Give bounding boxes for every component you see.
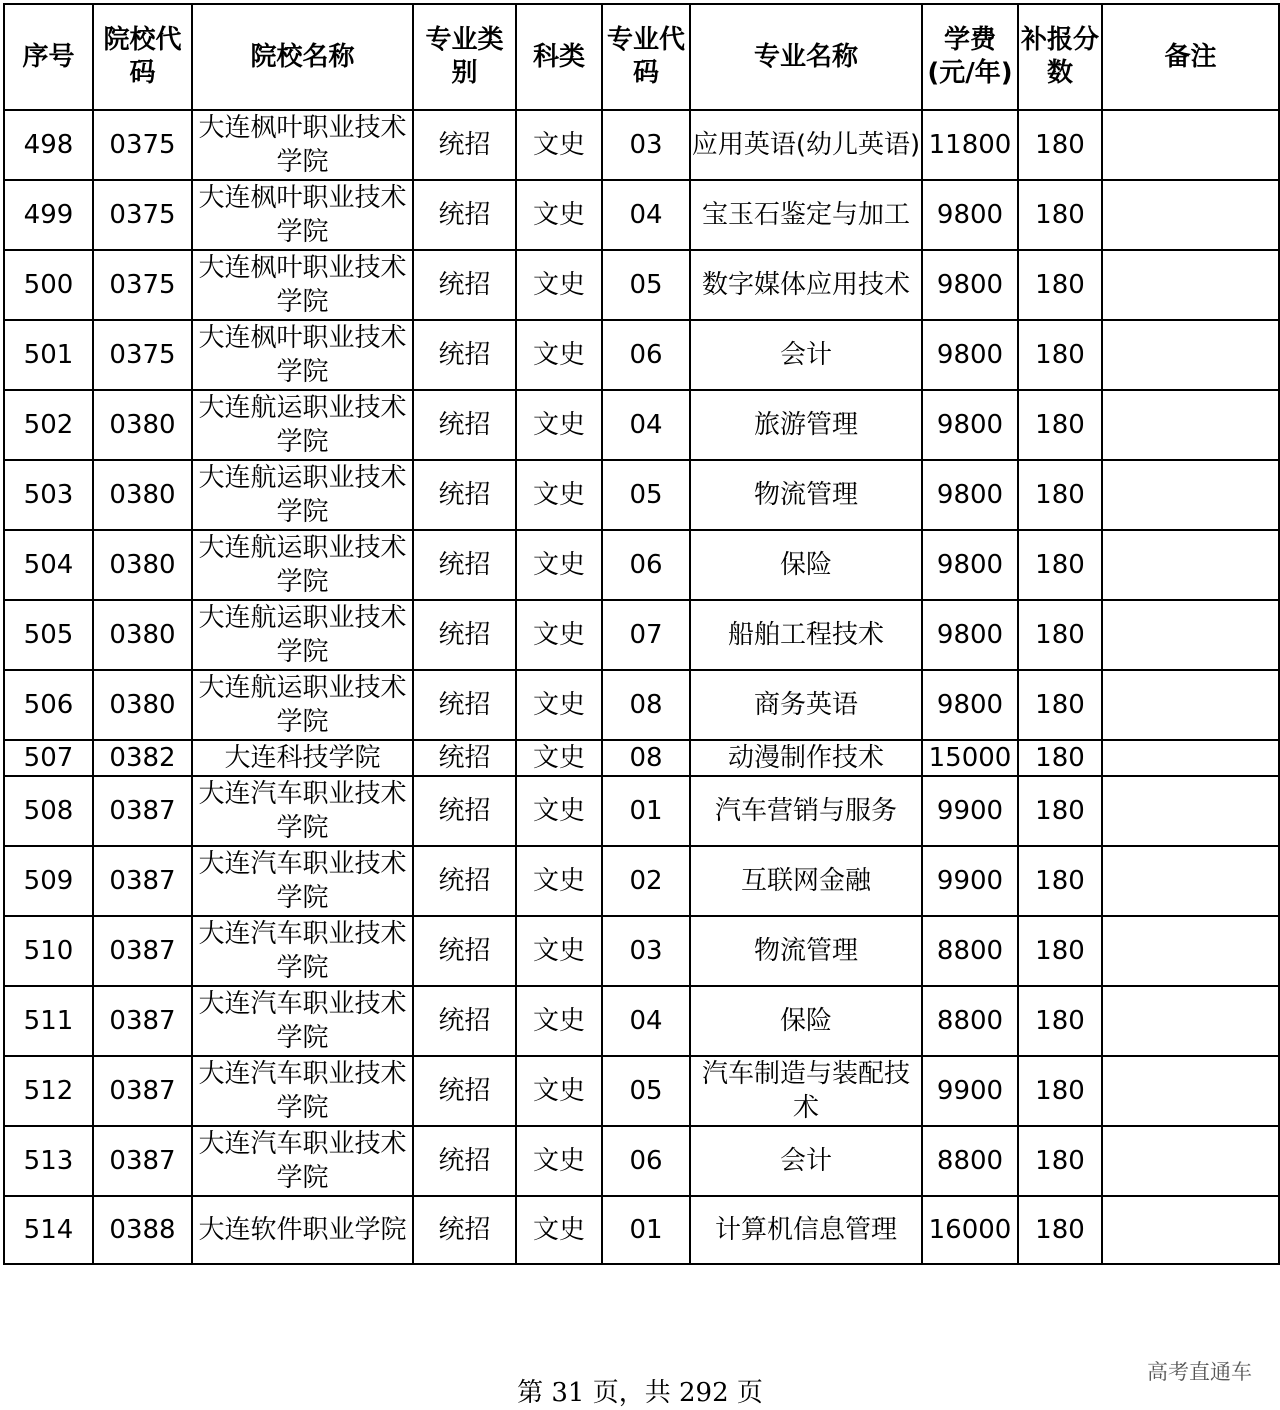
cell-major-name: 计算机信息管理 — [690, 1196, 922, 1264]
cell-seq: 508 — [4, 776, 93, 846]
cell-tuition: 9800 — [922, 530, 1018, 600]
cell-major-type: 统招 — [413, 110, 516, 180]
cell-remarks — [1102, 390, 1279, 460]
cell-major-code: 06 — [602, 1126, 690, 1196]
cell-seq: 513 — [4, 1126, 93, 1196]
cell-remarks — [1102, 460, 1279, 530]
cell-major-name: 船舶工程技术 — [690, 600, 922, 670]
cell-tuition: 11800 — [922, 110, 1018, 180]
cell-school-name: 大连航运职业技术学院 — [192, 670, 413, 740]
cell-school-code: 0387 — [93, 776, 192, 846]
cell-major-name: 商务英语 — [690, 670, 922, 740]
cell-subject: 文史 — [516, 110, 602, 180]
cell-seq: 504 — [4, 530, 93, 600]
cell-subject: 文史 — [516, 776, 602, 846]
cell-score: 180 — [1018, 846, 1102, 916]
cell-school-code: 0387 — [93, 1126, 192, 1196]
cell-major-name: 会计 — [690, 1126, 922, 1196]
cell-seq: 501 — [4, 320, 93, 390]
header-row — [4, 4, 1279, 110]
header-score: 补报分数 — [1018, 4, 1102, 110]
cell-remarks — [1102, 740, 1279, 776]
cell-major-type: 统招 — [413, 916, 516, 986]
cell-seq: 502 — [4, 390, 93, 460]
cell-school-code: 0387 — [93, 986, 192, 1056]
cell-school-name: 大连航运职业技术学院 — [192, 530, 413, 600]
cell-major-type: 统招 — [413, 1126, 516, 1196]
cell-subject: 文史 — [516, 320, 602, 390]
header-subject: 科类 — [516, 4, 602, 110]
header-remarks: 备注 — [1102, 4, 1279, 110]
cell-school-code: 0387 — [93, 916, 192, 986]
cell-seq: 505 — [4, 600, 93, 670]
cell-school-code: 0387 — [93, 1056, 192, 1126]
cell-subject: 文史 — [516, 460, 602, 530]
cell-major-code: 04 — [602, 986, 690, 1056]
cell-school-code: 0375 — [93, 250, 192, 320]
cell-major-type: 统招 — [413, 846, 516, 916]
cell-major-type: 统招 — [413, 320, 516, 390]
cell-seq: 509 — [4, 846, 93, 916]
cell-remarks — [1102, 916, 1279, 986]
cell-school-name: 大连枫叶职业技术学院 — [192, 250, 413, 320]
cell-major-type: 统招 — [413, 180, 516, 250]
cell-remarks — [1102, 600, 1279, 670]
cell-major-name: 保险 — [690, 986, 922, 1056]
cell-major-type: 统招 — [413, 740, 516, 776]
cell-major-code: 04 — [602, 390, 690, 460]
cell-tuition: 8800 — [922, 916, 1018, 986]
table-row — [4, 916, 1279, 986]
cell-major-code: 05 — [602, 1056, 690, 1126]
cell-tuition: 9800 — [922, 460, 1018, 530]
table-row — [4, 250, 1279, 320]
table-row — [4, 110, 1279, 180]
cell-seq: 510 — [4, 916, 93, 986]
cell-seq: 512 — [4, 1056, 93, 1126]
page-footer: 第 31 页，共 292 页 — [517, 1378, 763, 1408]
cell-school-code: 0382 — [93, 740, 192, 776]
cell-subject: 文史 — [516, 846, 602, 916]
cell-school-code: 0380 — [93, 600, 192, 670]
cell-score: 180 — [1018, 390, 1102, 460]
cell-subject: 文史 — [516, 1196, 602, 1264]
cell-tuition: 9800 — [922, 670, 1018, 740]
cell-score: 180 — [1018, 740, 1102, 776]
cell-subject: 文史 — [516, 670, 602, 740]
cell-subject: 文史 — [516, 180, 602, 250]
cell-tuition: 9900 — [922, 1056, 1018, 1126]
cell-major-name: 保险 — [690, 530, 922, 600]
cell-tuition: 9800 — [922, 390, 1018, 460]
cell-score: 180 — [1018, 600, 1102, 670]
cell-remarks — [1102, 1056, 1279, 1126]
cell-seq: 498 — [4, 110, 93, 180]
cell-major-code: 01 — [602, 776, 690, 846]
cell-school-name: 大连枫叶职业技术学院 — [192, 180, 413, 250]
table-row — [4, 1126, 1279, 1196]
header-school-code: 院校代码 — [93, 4, 192, 110]
cell-major-name: 应用英语(幼儿英语) — [690, 110, 922, 180]
cell-remarks — [1102, 1126, 1279, 1196]
cell-subject: 文史 — [516, 600, 602, 670]
header-school-name: 院校名称 — [192, 4, 413, 110]
cell-remarks — [1102, 530, 1279, 600]
cell-subject: 文史 — [516, 1056, 602, 1126]
cell-remarks — [1102, 180, 1279, 250]
cell-major-name: 数字媒体应用技术 — [690, 250, 922, 320]
cell-tuition: 8800 — [922, 1126, 1018, 1196]
cell-major-code: 06 — [602, 320, 690, 390]
cell-score: 180 — [1018, 776, 1102, 846]
cell-school-code: 0380 — [93, 390, 192, 460]
cell-major-name: 汽车营销与服务 — [690, 776, 922, 846]
cell-school-name: 大连汽车职业技术学院 — [192, 776, 413, 846]
cell-score: 180 — [1018, 180, 1102, 250]
cell-seq: 499 — [4, 180, 93, 250]
cell-school-name: 大连汽车职业技术学院 — [192, 1126, 413, 1196]
cell-remarks — [1102, 670, 1279, 740]
cell-school-code: 0380 — [93, 670, 192, 740]
cell-school-name: 大连汽车职业技术学院 — [192, 916, 413, 986]
cell-tuition: 16000 — [922, 1196, 1018, 1264]
cell-school-code: 0375 — [93, 110, 192, 180]
header-major-code: 专业代码 — [602, 4, 690, 110]
table-row — [4, 180, 1279, 250]
cell-score: 180 — [1018, 1056, 1102, 1126]
cell-tuition: 9800 — [922, 600, 1018, 670]
table-row — [4, 390, 1279, 460]
cell-seq: 511 — [4, 986, 93, 1056]
cell-school-name: 大连科技学院 — [192, 740, 413, 776]
header-seq: 序号 — [4, 4, 93, 110]
cell-major-name: 互联网金融 — [690, 846, 922, 916]
cell-score: 180 — [1018, 530, 1102, 600]
cell-tuition: 9800 — [922, 320, 1018, 390]
cell-school-name: 大连航运职业技术学院 — [192, 600, 413, 670]
cell-score: 180 — [1018, 670, 1102, 740]
cell-major-name: 旅游管理 — [690, 390, 922, 460]
table-row — [4, 1056, 1279, 1126]
cell-major-code: 05 — [602, 460, 690, 530]
table-row — [4, 530, 1279, 600]
table-row — [4, 986, 1279, 1056]
cell-major-code: 07 — [602, 600, 690, 670]
cell-remarks — [1102, 1196, 1279, 1264]
cell-major-type: 统招 — [413, 460, 516, 530]
cell-remarks — [1102, 776, 1279, 846]
cell-remarks — [1102, 320, 1279, 390]
cell-remarks — [1102, 110, 1279, 180]
table-row — [4, 460, 1279, 530]
cell-major-name: 汽车制造与装配技术 — [690, 1056, 922, 1126]
cell-school-name: 大连枫叶职业技术学院 — [192, 320, 413, 390]
cell-subject: 文史 — [516, 1126, 602, 1196]
table-row — [4, 776, 1279, 846]
cell-seq: 514 — [4, 1196, 93, 1264]
cell-subject: 文史 — [516, 250, 602, 320]
cell-school-code: 0375 — [93, 320, 192, 390]
cell-school-code: 0388 — [93, 1196, 192, 1264]
cell-school-name: 大连汽车职业技术学院 — [192, 1056, 413, 1126]
cell-major-type: 统招 — [413, 1056, 516, 1126]
cell-seq: 503 — [4, 460, 93, 530]
cell-major-type: 统招 — [413, 670, 516, 740]
cell-major-type: 统招 — [413, 986, 516, 1056]
cell-subject: 文史 — [516, 740, 602, 776]
cell-score: 180 — [1018, 320, 1102, 390]
cell-major-type: 统招 — [413, 776, 516, 846]
cell-school-name: 大连枫叶职业技术学院 — [192, 110, 413, 180]
cell-school-code: 0380 — [93, 460, 192, 530]
cell-major-code: 01 — [602, 1196, 690, 1264]
cell-tuition: 9900 — [922, 776, 1018, 846]
cell-score: 180 — [1018, 916, 1102, 986]
cell-major-code: 06 — [602, 530, 690, 600]
cell-major-name: 物流管理 — [690, 916, 922, 986]
cell-school-name: 大连汽车职业技术学院 — [192, 986, 413, 1056]
cell-school-name: 大连软件职业学院 — [192, 1196, 413, 1264]
cell-major-code: 03 — [602, 110, 690, 180]
table-body — [4, 110, 1279, 1264]
cell-major-name: 会计 — [690, 320, 922, 390]
header-major-name: 专业名称 — [690, 4, 922, 110]
cell-school-name: 大连航运职业技术学院 — [192, 460, 413, 530]
cell-tuition: 15000 — [922, 740, 1018, 776]
admission-table — [3, 3, 1280, 1265]
cell-school-name: 大连航运职业技术学院 — [192, 390, 413, 460]
cell-score: 180 — [1018, 1196, 1102, 1264]
table-row — [4, 846, 1279, 916]
table-row — [4, 1196, 1279, 1264]
cell-score: 180 — [1018, 1126, 1102, 1196]
cell-tuition: 9800 — [922, 250, 1018, 320]
table-row — [4, 740, 1279, 776]
cell-major-type: 统招 — [413, 390, 516, 460]
cell-major-code: 08 — [602, 670, 690, 740]
cell-tuition: 9800 — [922, 180, 1018, 250]
cell-score: 180 — [1018, 250, 1102, 320]
cell-subject: 文史 — [516, 530, 602, 600]
cell-subject: 文史 — [516, 986, 602, 1056]
cell-major-type: 统招 — [413, 600, 516, 670]
cell-school-code: 0375 — [93, 180, 192, 250]
table-row — [4, 600, 1279, 670]
header-tuition: 学费(元/年) — [922, 4, 1018, 110]
cell-score: 180 — [1018, 460, 1102, 530]
cell-major-name: 宝玉石鉴定与加工 — [690, 180, 922, 250]
cell-major-type: 统招 — [413, 530, 516, 600]
table-row — [4, 670, 1279, 740]
cell-school-name: 大连汽车职业技术学院 — [192, 846, 413, 916]
cell-major-type: 统招 — [413, 250, 516, 320]
cell-seq: 507 — [4, 740, 93, 776]
table-row — [4, 320, 1279, 390]
cell-subject: 文史 — [516, 390, 602, 460]
cell-tuition: 8800 — [922, 986, 1018, 1056]
cell-score: 180 — [1018, 986, 1102, 1056]
cell-subject: 文史 — [516, 916, 602, 986]
header-major-type: 专业类别 — [413, 4, 516, 110]
cell-remarks — [1102, 250, 1279, 320]
cell-school-code: 0387 — [93, 846, 192, 916]
cell-major-code: 08 — [602, 740, 690, 776]
cell-major-code: 04 — [602, 180, 690, 250]
cell-remarks — [1102, 846, 1279, 916]
cell-seq: 506 — [4, 670, 93, 740]
cell-school-code: 0380 — [93, 530, 192, 600]
cell-major-code: 02 — [602, 846, 690, 916]
cell-remarks — [1102, 986, 1279, 1056]
cell-major-code: 03 — [602, 916, 690, 986]
cell-major-code: 05 — [602, 250, 690, 320]
cell-major-type: 统招 — [413, 1196, 516, 1264]
watermark-text: 高考直通车 — [1147, 1360, 1252, 1384]
cell-score: 180 — [1018, 110, 1102, 180]
cell-tuition: 9900 — [922, 846, 1018, 916]
cell-major-name: 动漫制作技术 — [690, 740, 922, 776]
cell-major-name: 物流管理 — [690, 460, 922, 530]
cell-seq: 500 — [4, 250, 93, 320]
